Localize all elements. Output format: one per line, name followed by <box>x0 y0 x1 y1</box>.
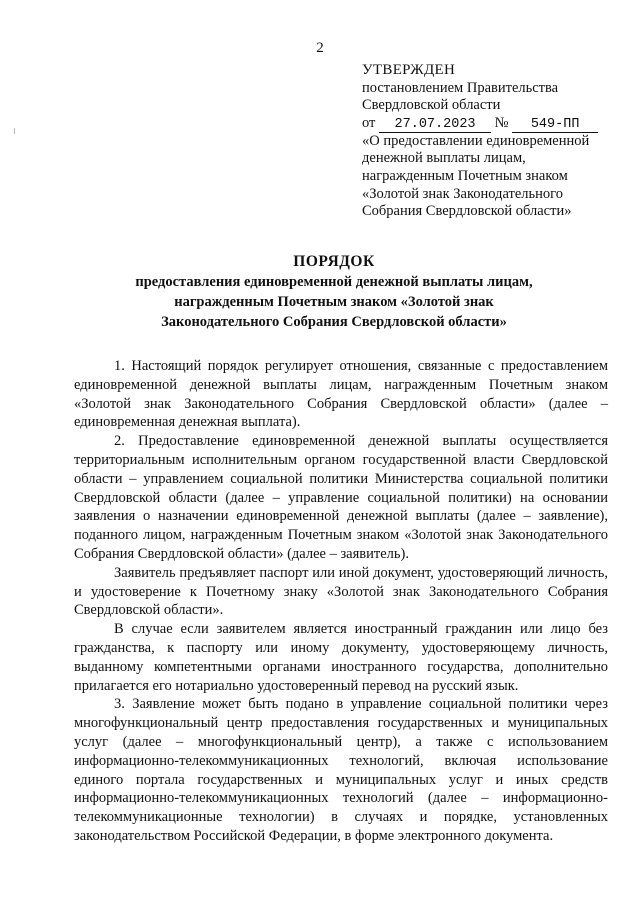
subject-line: награжденным Почетным знаком <box>362 167 568 184</box>
title-sub-line: Законодательного Собрания Свердловской области» <box>161 314 507 330</box>
paragraph: 1. Настоящий порядок регулирует отношения, связанные с предоставлением единовременной денежной выплаты лицам, награжденным Почетным знаком «Золотой знак Законодательного Собрания Свердловской области» (далее – единовременная денежная выплата). <box>74 358 608 431</box>
approval-line-2: Свердловской области <box>362 97 501 114</box>
subject-line: денежной выплаты лицам, <box>362 150 526 167</box>
approval-line-1: постановлением Правительства <box>362 79 559 96</box>
document-title <box>60 251 608 332</box>
approval-date-number-line <box>362 115 622 133</box>
approval-block <box>362 62 622 221</box>
page-number: 2 <box>316 40 324 56</box>
approved-heading: УТВЕРЖДЕН <box>362 62 456 78</box>
paragraph: Заявитель предъявляет паспорт или иной документ, удостоверяющий личность, и удостоверение к Почетному знаку «Золотой знак Законодательного Собрания Свердловской области». <box>74 564 608 619</box>
title-main: ПОРЯДОК <box>293 253 375 270</box>
decree-number: 549-ПП <box>512 118 598 133</box>
from-label: от <box>362 114 376 131</box>
paragraph: 2. Предоставление единовременной денежной выплаты осуществляется территориальным исполнительным органом государственной власти Свердловской области – управлением социальной политики Министерства социальной политики Свердловской области (далее – управление социальной политики) на основании заявления о назначении единовременной денежной выплаты (далее – заявление), поданного лицом, награжденным Почетным знаком «Золотой знак Законодательного Собрания Свердловской области» (далее – заявитель). <box>74 433 608 562</box>
paragraph: В случае если заявителем является иностранный гражданин или лицо без гражданства, к паспорту или иному документу, удостоверяющему личность, выданному компетентными органами иностранного государства, дополнительно прилагается его нотариально удостоверенный перевод на русский язык. <box>74 621 608 694</box>
decree-date: 27.07.2023 <box>379 118 491 133</box>
title-sub-line: награжденным Почетным знаком «Золотой знак <box>174 294 494 310</box>
subject-line: «О предоставлении единовременной <box>362 132 590 149</box>
number-label: № <box>494 114 509 131</box>
subject-line: «Золотой знак Законодательного <box>362 185 563 202</box>
title-sub-line: предоставления единовременной денежной выплаты лицам, <box>135 274 533 290</box>
margin-mark <box>14 128 15 134</box>
paragraph: 3. Заявление может быть подано в управление социальной политики через многофункциональный центр предоставления государственных и муниципальных услуг (далее – многофункциональный центр), а также с использованием информационно-телекоммуникационных технологий, включая использование единого портала государственных и муниципальных услуг и иных средств информационно-телекоммуникационных технологий (далее – информационно-телекоммуникационные технологии) в случаях и порядке, установленных законодательством Российской Федерации, в форме электронного документа. <box>74 696 608 844</box>
document-body <box>74 357 608 846</box>
subject-line: Собрания Свердловской области» <box>362 203 572 220</box>
